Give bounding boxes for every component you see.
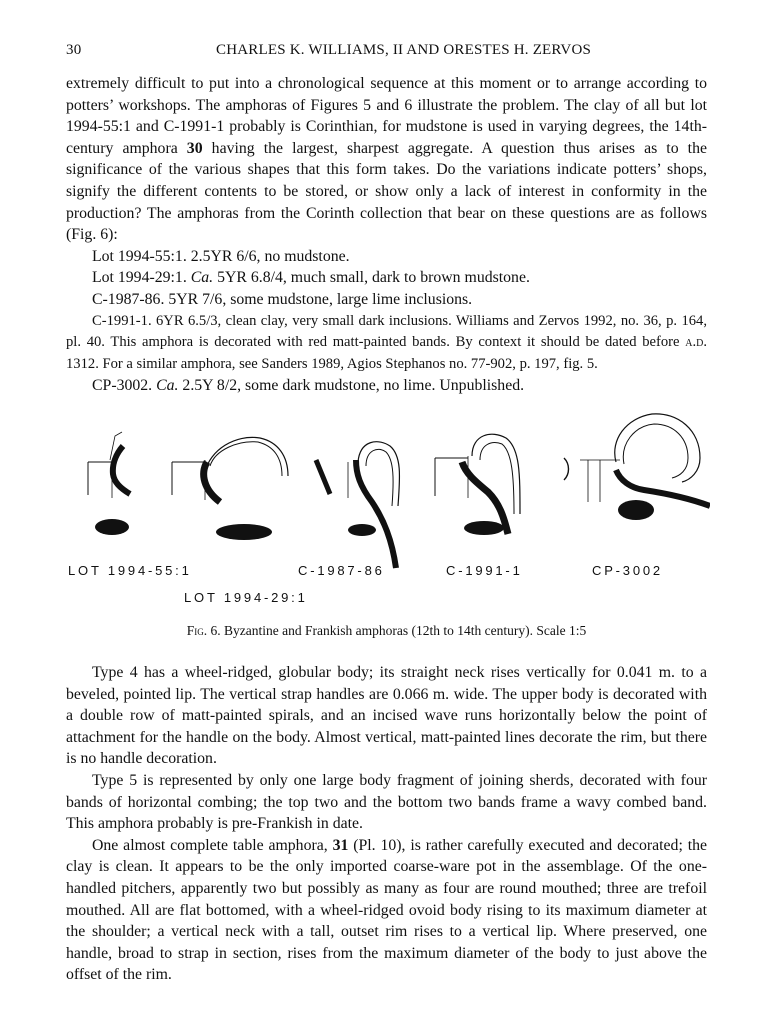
figure-label-c-1991-1: C-1991-1 [446, 563, 523, 578]
figure-caption-prefix: Fig. 6. [186, 623, 221, 638]
paragraph-text-2: (Pl. 10), is rather carefully executed and decorated; the clay is clean. It appears to be the only imported coarse-ware pot in the assemblage. Of the one-handled pitchers, apparently two but possibly as many as four are round mouthed; three are trefoil mouthed. All are flat bottomed, with a wheel-ridged ovoid body rising to its maximum diameter at the shoulder; a vertical neck with a tall, outset rim rises to a vertical lip. Where preserved, one handle, broad to strap in section, rises from the maximum diameter of the body to just above the offset of the rim. [66, 836, 708, 984]
lower-text-block [66, 662, 707, 986]
amphora-drawings [60, 410, 710, 610]
catalogue-text: Lot 1994-55:1. 2.5YR 6/6, no mudstone. [92, 247, 350, 265]
profile-cp-3002 [564, 414, 710, 520]
catalogue-entry-c-1987-86 [66, 289, 707, 311]
running-header [66, 42, 706, 64]
figure-label-lot-1994-29-1: LOT 1994-29:1 [184, 590, 308, 605]
paragraph-type-4: Type 4 has a wheel-ridged, globular body; its straight neck rises vertically for 0.041 m. to a beveled, pointed lip. The vertical strap handles are 0.066 m. wide. The upper body is decorated with a double row of matt-painted spirals, and an incised wave runs horizontally below the point of attachment for the handle on the body. Almost vertical, matt-painted lines decorate the rim, but there is no handle decoration. [66, 664, 707, 768]
figure-caption [66, 623, 707, 639]
amphora-number-bold: 30 [186, 139, 203, 157]
profile-lot-1994-55-1 [88, 432, 130, 535]
figure-label-cp-3002: CP-3002 [592, 563, 663, 578]
catalogue-text: 2.5Y 8/2, some dark mudstone, no lime. Unpublished. [178, 377, 525, 395]
amphora-number-bold: 31 [332, 836, 349, 854]
catalogue-text: CP-3002. [92, 377, 157, 395]
upper-text-block [66, 73, 707, 397]
paragraph-text-1: One almost complete table amphora, [92, 836, 333, 854]
profile-c-1987-86 [316, 442, 400, 568]
catalogue-text: 1312. For a similar amphora, see Sanders 1989, Agios Stephanos no. 77-902, p. 197, fig. 5. [66, 355, 598, 372]
figure-caption-text: Byzantine and Frankish amphoras (12th to 14th century). Scale 1:5 [220, 623, 587, 638]
catalogue-text: C-1987-86. 5YR 7/6, some mudstone, large lime inclusions. [92, 290, 473, 308]
catalogue-smallcaps: a.d. [685, 334, 707, 351]
catalogue-entry-cp-3002 [66, 375, 707, 397]
catalogue-entry-lot-1994-29-1 [66, 267, 707, 289]
catalogue-text: C-1991-1. 6YR 6.5/3, clean clay, very small dark inclusions. Williams and Zervos 1992, no. 36, p. 164, pl. 40. This amphora is decorated with red matt-painted bands. By context it should be dated before [66, 312, 707, 351]
profile-c-1991-1 [435, 434, 520, 535]
paragraph-table-amphora [66, 835, 707, 986]
catalogue-entry-c-1991-1 [66, 311, 707, 376]
catalogue-italic: Ca. [190, 269, 214, 287]
running-header-authors: CHARLES K. WILLIAMS, II AND ORESTES H. ZERVOS [216, 42, 592, 58]
page-number: 30 [66, 42, 82, 58]
catalogue-text: Lot 1994-29:1. [92, 269, 191, 287]
catalogue-italic: Ca. [156, 377, 179, 395]
catalogue-entry-lot-1994-55-1 [66, 246, 707, 268]
catalogue-text: 5YR 6.8/4, much small, dark to brown mudstone. [213, 269, 530, 287]
profile-lot-1994-29-1 [172, 437, 288, 540]
intro-text-1: extremely difficult to put into a chronological sequence at this moment or to arrange according to potters’ workshops. The amphoras of Figures 5 and 6 illustrate the problem. The clay of all but lot 1994-55:1 and C-1991-1 probably is Corinthian, for mudstone is used in varying degrees, the 14th-century amphora [66, 75, 707, 157]
figure-label-c-1987-86: C-1987-86 [298, 563, 385, 578]
figure-label-lot-1994-55-1: LOT 1994-55:1 [68, 563, 192, 578]
paragraph-type-5: Type 5 is represented by only one large body fragment of joining sherds, decorated with four bands of horizontal combing; the top two and the bottom two bands frame a wavy combed band. This amphora probably is pre-Frankish in date. [66, 771, 707, 833]
intro-paragraph [66, 73, 707, 246]
figure-6-amphora-profiles [60, 410, 710, 610]
intro-text-2: having the largest, sharpest aggregate. A question thus arises as to the significance of the various shapes that this form takes. Do the variations indicate potters’ shops, signify the different contents to be stored, or show only a lack of interest in conformity in the production? The amphoras from the Corinth collection that bear on these questions are as follows (Fig. 6): [66, 139, 707, 244]
